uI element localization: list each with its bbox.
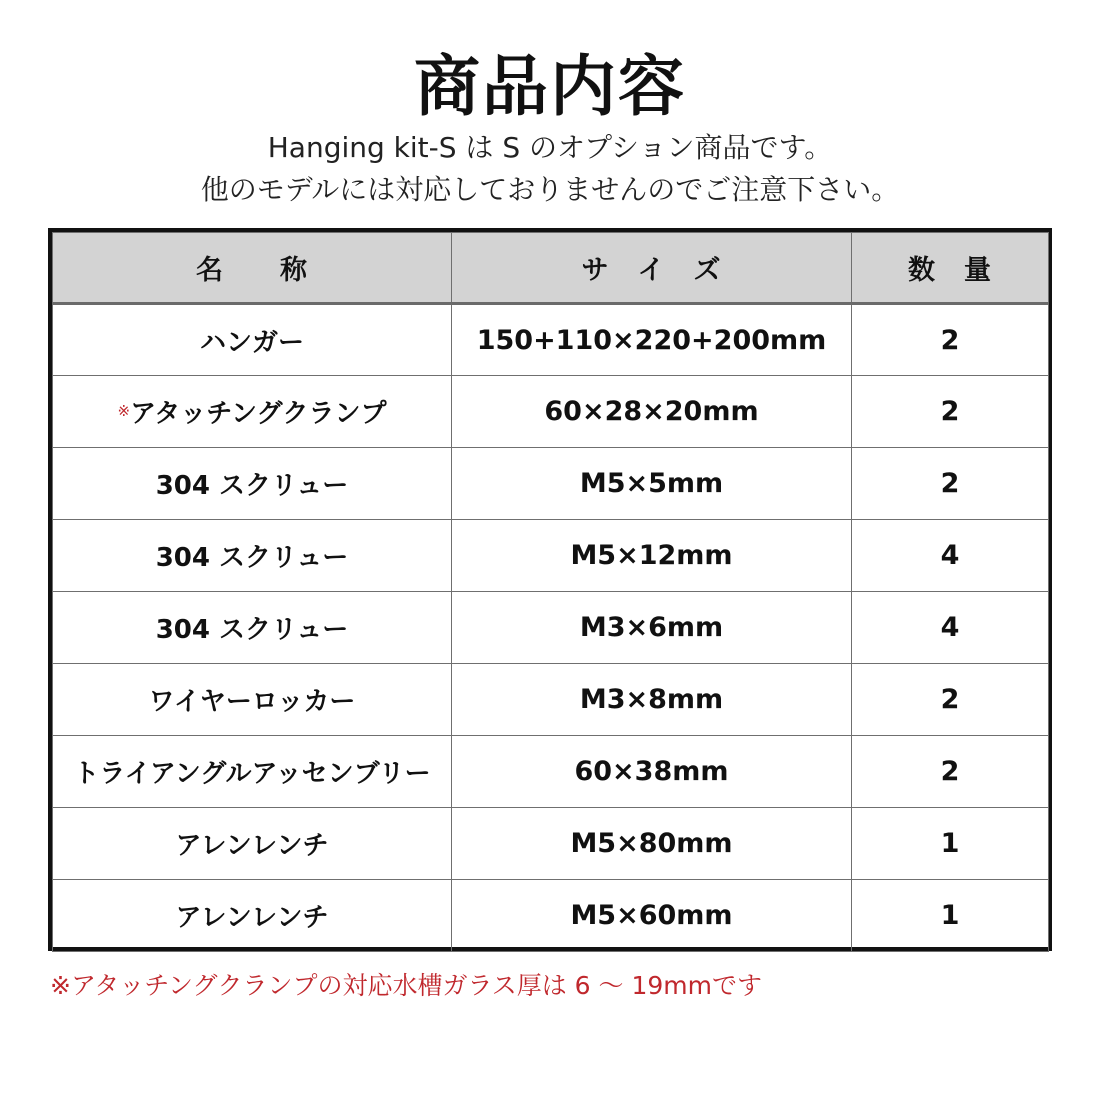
subtitle-line-2: 他のモデルには対応しておりませんのでご注意下さい。	[200, 173, 900, 206]
item-name-text: ハンガー	[199, 327, 304, 358]
item-size: M5×80mm	[452, 808, 852, 880]
item-name	[53, 664, 452, 736]
item-quantity: 2	[852, 448, 1049, 520]
note-mark: ※	[117, 402, 131, 420]
footnote: ※アタッチングクランプの対応水槽ガラス厚は 6 ～ 19mmです	[50, 971, 762, 1000]
item-quantity: 2	[852, 304, 1049, 376]
table-row	[53, 592, 1049, 664]
item-name-text: 304 スクリュー	[155, 543, 349, 573]
item-name	[53, 592, 452, 664]
contents-table	[52, 232, 1049, 952]
item-size: M5×12mm	[452, 520, 852, 592]
page-title: 商品内容	[414, 48, 686, 125]
item-name	[53, 304, 452, 376]
table-header-row	[53, 233, 1049, 304]
item-quantity: 1	[852, 808, 1049, 880]
item-quantity: 2	[852, 736, 1049, 808]
table-row	[53, 664, 1049, 736]
subtitle-line-1: Hanging kit-S は S のオプション商品です。	[267, 131, 833, 164]
header-quantity: 数 量	[852, 233, 1049, 304]
item-size: 60×38mm	[452, 736, 852, 808]
table-row	[53, 448, 1049, 520]
item-size: M3×8mm	[452, 664, 852, 736]
item-name	[53, 520, 452, 592]
item-name-text: アレンレンチ	[175, 903, 329, 933]
item-name-text: ワイヤーロッカー	[148, 687, 356, 717]
item-name	[53, 808, 452, 880]
item-name	[53, 880, 452, 952]
item-name	[53, 376, 452, 448]
item-size: M5×5mm	[452, 448, 852, 520]
table-row	[53, 808, 1049, 880]
item-name-text: 304 スクリュー	[155, 471, 349, 501]
item-quantity: 2	[852, 376, 1049, 448]
item-name	[53, 448, 452, 520]
contents-table-frame	[48, 228, 1052, 951]
table-row	[53, 520, 1049, 592]
item-quantity: 1	[852, 880, 1049, 952]
item-size: 60×28×20mm	[452, 376, 852, 448]
item-quantity: 4	[852, 520, 1049, 592]
item-size: 150+110×220+200mm	[452, 304, 852, 376]
item-name-text: 304 スクリュー	[155, 615, 349, 645]
table-row	[53, 880, 1049, 952]
header-name: 名 称	[53, 233, 452, 304]
item-name-text: アタッチングクランプ	[130, 399, 387, 429]
item-size: M3×6mm	[452, 592, 852, 664]
table-row	[53, 376, 1049, 448]
table-row	[53, 304, 1049, 376]
item-size: M5×60mm	[452, 880, 852, 952]
table-row	[53, 736, 1049, 808]
item-name-text: アレンレンチ	[175, 831, 329, 861]
item-quantity: 4	[852, 592, 1049, 664]
item-name-text: トライアングルアッセンブリー	[73, 759, 431, 789]
header-size: サ イ ズ	[452, 233, 852, 304]
item-quantity: 2	[852, 664, 1049, 736]
item-name	[53, 736, 452, 808]
